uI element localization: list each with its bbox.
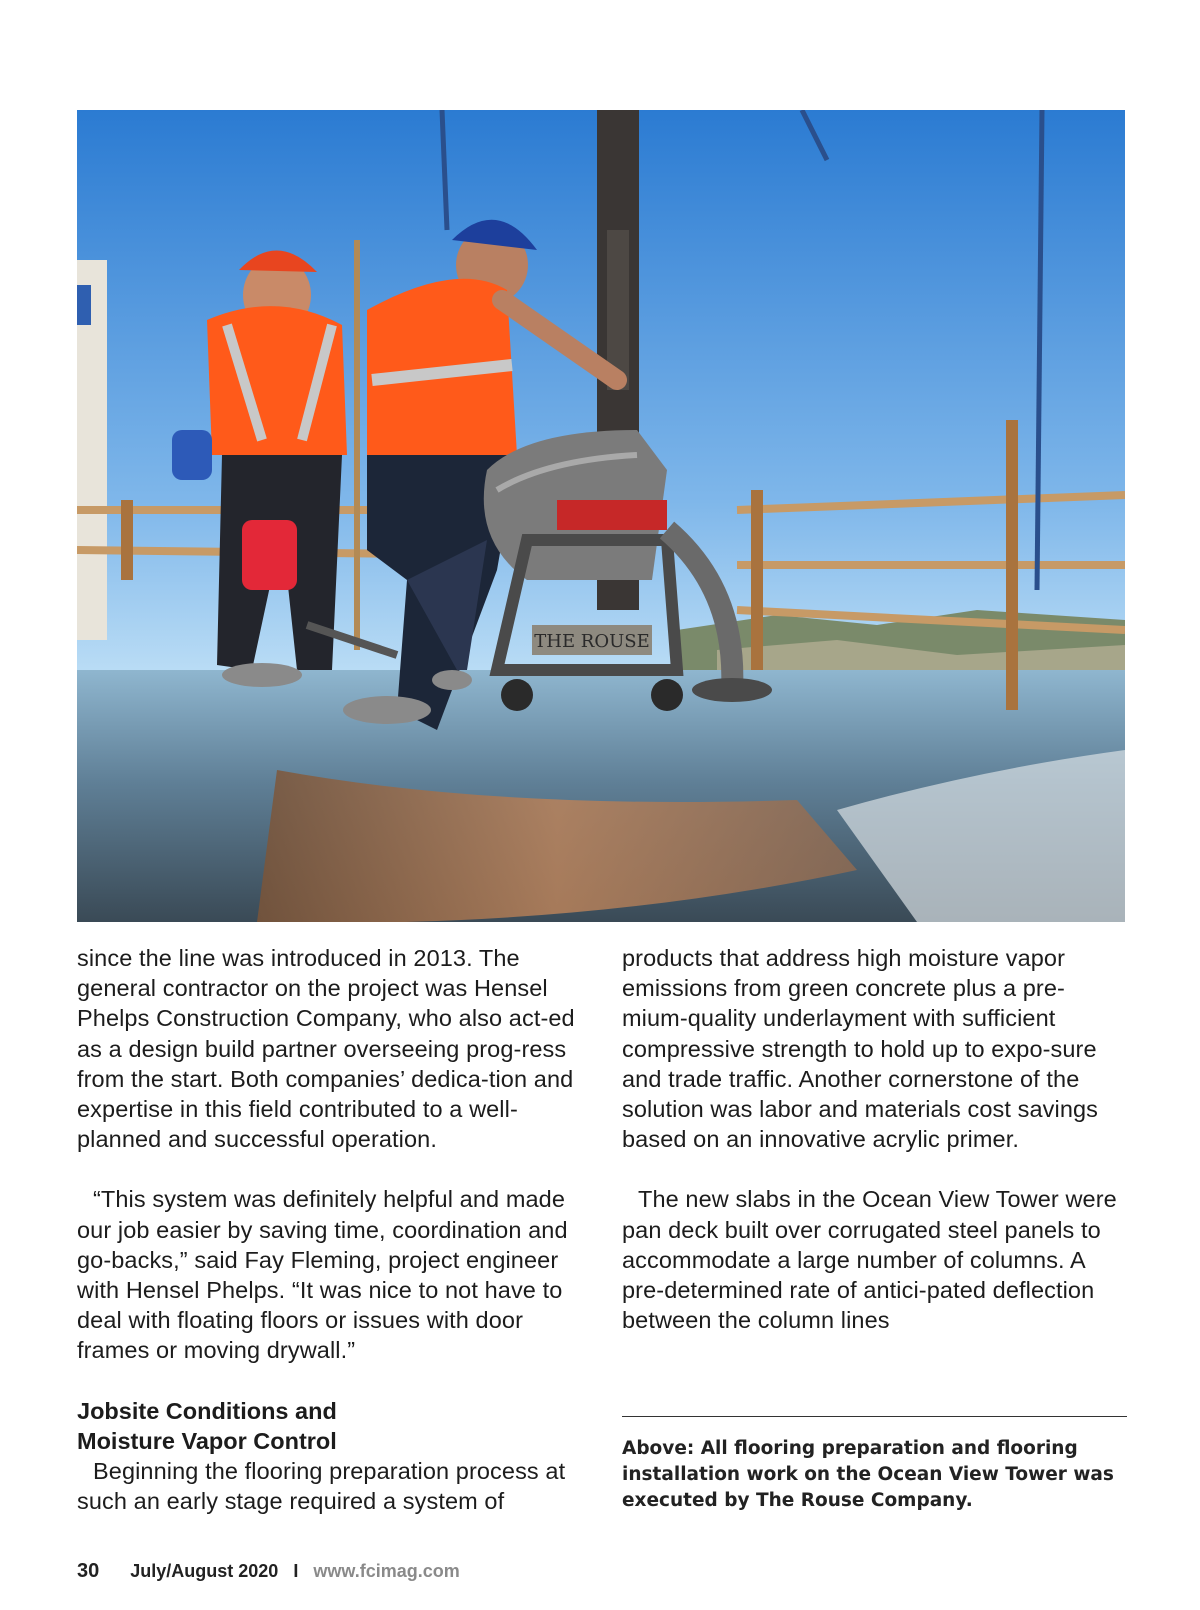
left-paragraph-1: since the line was introduced in 2013. The general contractor on the project was Hensel Phelps Construction Company, who also act-ed as a design build partner overseeing prog-ress from the start. Both companies’ dedica-tion and expertise in this field contributed to a well-planned and successful operation. [77,945,575,1153]
section-heading-line-2: Moisture Vapor Control [77,1427,337,1454]
left-column [77,943,587,1516]
mixer-label: THE ROUSE [534,631,650,652]
caption-divider [622,1416,1127,1417]
right-column [622,943,1127,1335]
left-paragraph-3: Beginning the flooring preparation process at such an early stage required a system of [77,1458,566,1515]
left-paragraph-2: “This system was definitely helpful and made our job easier by saving time, coordination and go-backs,” said Fay Fleming, project engineer with Hensel Phelps. “It was nice to not have to deal with floating floors or issues with door frames or moving drywall.” [77,1186,568,1364]
section-heading-line-1: Jobsite Conditions and [77,1397,337,1424]
right-paragraph-2: The new slabs in the Ocean View Tower were pan deck built over corrugated steel panels to accommodate a large number of columns. A pre-determined rate of antici-pated deflection between the column lines [622,1186,1117,1334]
page-footer [77,1560,460,1583]
page-number: 30 [77,1560,100,1582]
footer-separator: I [293,1561,299,1581]
website-link[interactable]: www.fcimag.com [313,1561,460,1581]
photo-caption: Above: All flooring preparation and flooring installation work on the Ocean View Tower was executed by The Rouse Company. [622,1438,1114,1511]
right-paragraph-1: products that address high moisture vapor emissions from green concrete plus a pre-mium-quality underlayment with sufficient compressive strength to hold up to expo-sure and trade traffic. Another cornerstone of the solution was labor and materials cost savings based on an innovative acrylic primer. [622,945,1099,1153]
construction-photo [77,110,1125,922]
issue-date: July/August 2020 [130,1561,279,1581]
